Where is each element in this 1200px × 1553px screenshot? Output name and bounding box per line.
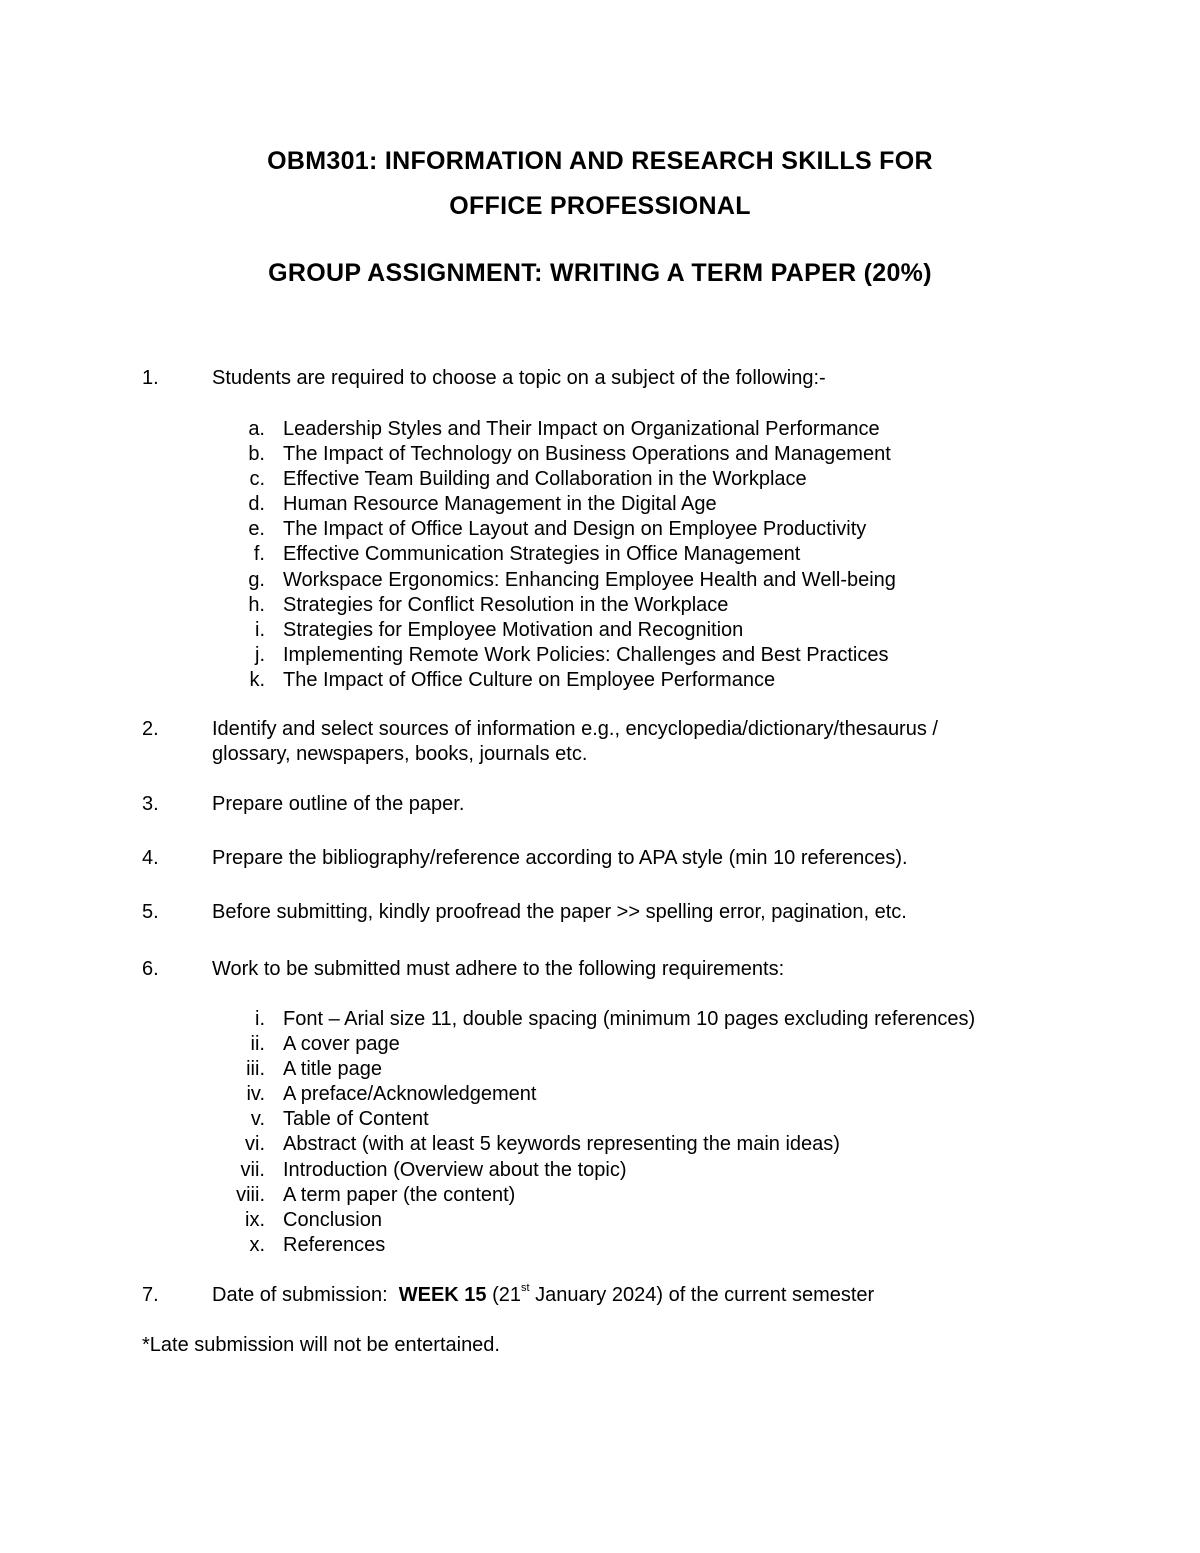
- instruction-number: 4.: [142, 847, 159, 869]
- list-item-label: The Impact of Office Layout and Design on Employee Productivity: [283, 518, 867, 541]
- list-item: [200, 1032, 1100, 1057]
- list-item-label: Strategies for Employee Motivation and Recognition: [283, 618, 744, 641]
- course-title-line2: OFFICE PROFESSIONAL: [449, 192, 751, 220]
- list-item-label: Effective Team Building and Collaboration in the Workplace: [283, 468, 807, 491]
- list-marker: d.: [248, 493, 265, 516]
- list-item: [200, 1208, 1100, 1233]
- instruction-number: 3.: [142, 793, 159, 815]
- submission-date-suffix: January 2024) of the current semester: [529, 1284, 875, 1306]
- assignment-title: GROUP ASSIGNMENT: WRITING A TERM PAPER (20%): [268, 259, 932, 287]
- instruction-text: Before submitting, kindly proofread the paper >> spelling error, pagination, etc.: [212, 901, 907, 923]
- list-marker: iv.: [246, 1083, 265, 1106]
- topic-list: [200, 417, 1100, 693]
- list-item: [200, 593, 1100, 618]
- list-marker: v.: [250, 1108, 265, 1131]
- list-item-label: Effective Communication Strategies in Office Management: [283, 543, 801, 566]
- instruction-number: 5.: [142, 901, 159, 923]
- list-item: [200, 442, 1100, 467]
- requirements-list: [200, 1007, 1100, 1258]
- list-marker: g.: [248, 568, 265, 591]
- list-item-label: A cover page: [283, 1033, 400, 1056]
- list-marker: h.: [248, 593, 265, 616]
- list-item: [200, 1233, 1100, 1258]
- list-item: [200, 1132, 1100, 1157]
- list-item-label: Leadership Styles and Their Impact on Organizational Performance: [283, 418, 880, 440]
- instruction-text: Work to be submitted must adhere to the following requirements:: [212, 958, 785, 980]
- list-marker: viii.: [236, 1183, 265, 1206]
- list-item-label: Abstract (with at least 5 keywords representing the main ideas): [283, 1133, 840, 1156]
- list-item-label: Human Resource Management in the Digital Age: [283, 493, 717, 516]
- instruction-number: 6.: [142, 958, 159, 980]
- instruction-text: Students are required to choose a topic on a subject of the following:-: [212, 367, 826, 389]
- instruction-text: Identify and select sources of information e.g., encyclopedia/dictionary/thesaurus / glossary, newspapers, books, journals etc.: [212, 718, 938, 765]
- list-marker: k.: [249, 668, 265, 691]
- list-marker: c.: [249, 468, 265, 491]
- instruction-number: 1.: [142, 367, 159, 389]
- instruction-number: 7.: [142, 1284, 159, 1306]
- instruction-text: Prepare the bibliography/reference according to APA style (min 10 references).: [212, 847, 908, 869]
- instruction-text: Prepare outline of the paper.: [212, 793, 465, 815]
- list-item: [200, 517, 1100, 542]
- list-item-label: A title page: [283, 1058, 382, 1081]
- list-marker: vii.: [240, 1158, 265, 1181]
- list-item-label: Conclusion: [283, 1208, 382, 1231]
- list-item: [200, 643, 1100, 668]
- list-item-label: The Impact of Technology on Business Operations and Management: [283, 443, 891, 466]
- list-item: [200, 492, 1100, 517]
- list-item-label: Strategies for Conflict Resolution in the Workplace: [283, 593, 729, 616]
- submission-date-text: [212, 1283, 1092, 1308]
- list-item: [200, 618, 1100, 643]
- list-item-label: Font – Arial size 11, double spacing (minimum 10 pages excluding references): [283, 1008, 976, 1030]
- list-marker: a.: [248, 418, 265, 440]
- list-item: [200, 568, 1100, 593]
- list-item: [200, 1007, 1100, 1032]
- list-item: [200, 1158, 1100, 1183]
- list-marker: b.: [248, 443, 265, 466]
- list-marker: j.: [255, 643, 265, 666]
- list-item: [200, 1183, 1100, 1208]
- list-item-label: Implementing Remote Work Policies: Challenges and Best Practices: [283, 643, 889, 666]
- list-marker: e.: [248, 518, 265, 541]
- submission-date-mid: (21: [486, 1284, 522, 1306]
- list-item: [200, 1082, 1100, 1107]
- list-marker: ii.: [250, 1033, 265, 1056]
- list-item: [200, 668, 1100, 693]
- list-item-label: Introduction (Overview about the topic): [283, 1158, 627, 1181]
- list-item: [200, 542, 1100, 567]
- list-item: [200, 1107, 1100, 1132]
- list-marker: x.: [249, 1233, 265, 1256]
- late-submission-note: *Late submission will not be entertained.: [142, 1334, 500, 1356]
- list-marker: iii.: [246, 1058, 265, 1081]
- list-item-label: A term paper (the content): [283, 1183, 516, 1206]
- submission-prefix: Date of submission:: [212, 1284, 399, 1306]
- list-marker: i.: [255, 618, 265, 641]
- submission-date-sup: st: [521, 1282, 530, 1295]
- list-item: [200, 417, 1100, 442]
- list-item-label: Table of Content: [283, 1108, 429, 1131]
- list-item-label: References: [283, 1233, 386, 1256]
- list-marker: ix.: [245, 1208, 265, 1231]
- list-marker: i.: [255, 1008, 265, 1030]
- list-marker: vi.: [245, 1133, 265, 1156]
- list-item-label: A preface/Acknowledgement: [283, 1083, 537, 1106]
- list-item: [200, 1057, 1100, 1082]
- submission-week: WEEK 15: [398, 1284, 487, 1306]
- course-title-line1: OBM301: INFORMATION AND RESEARCH SKILLS FOR: [267, 147, 933, 175]
- instruction-number: 2.: [142, 718, 159, 740]
- list-item: [200, 467, 1100, 492]
- list-item-label: Workspace Ergonomics: Enhancing Employee Health and Well-being: [283, 568, 896, 591]
- list-item-label: The Impact of Office Culture on Employee Performance: [283, 668, 776, 691]
- list-marker: f.: [253, 543, 265, 566]
